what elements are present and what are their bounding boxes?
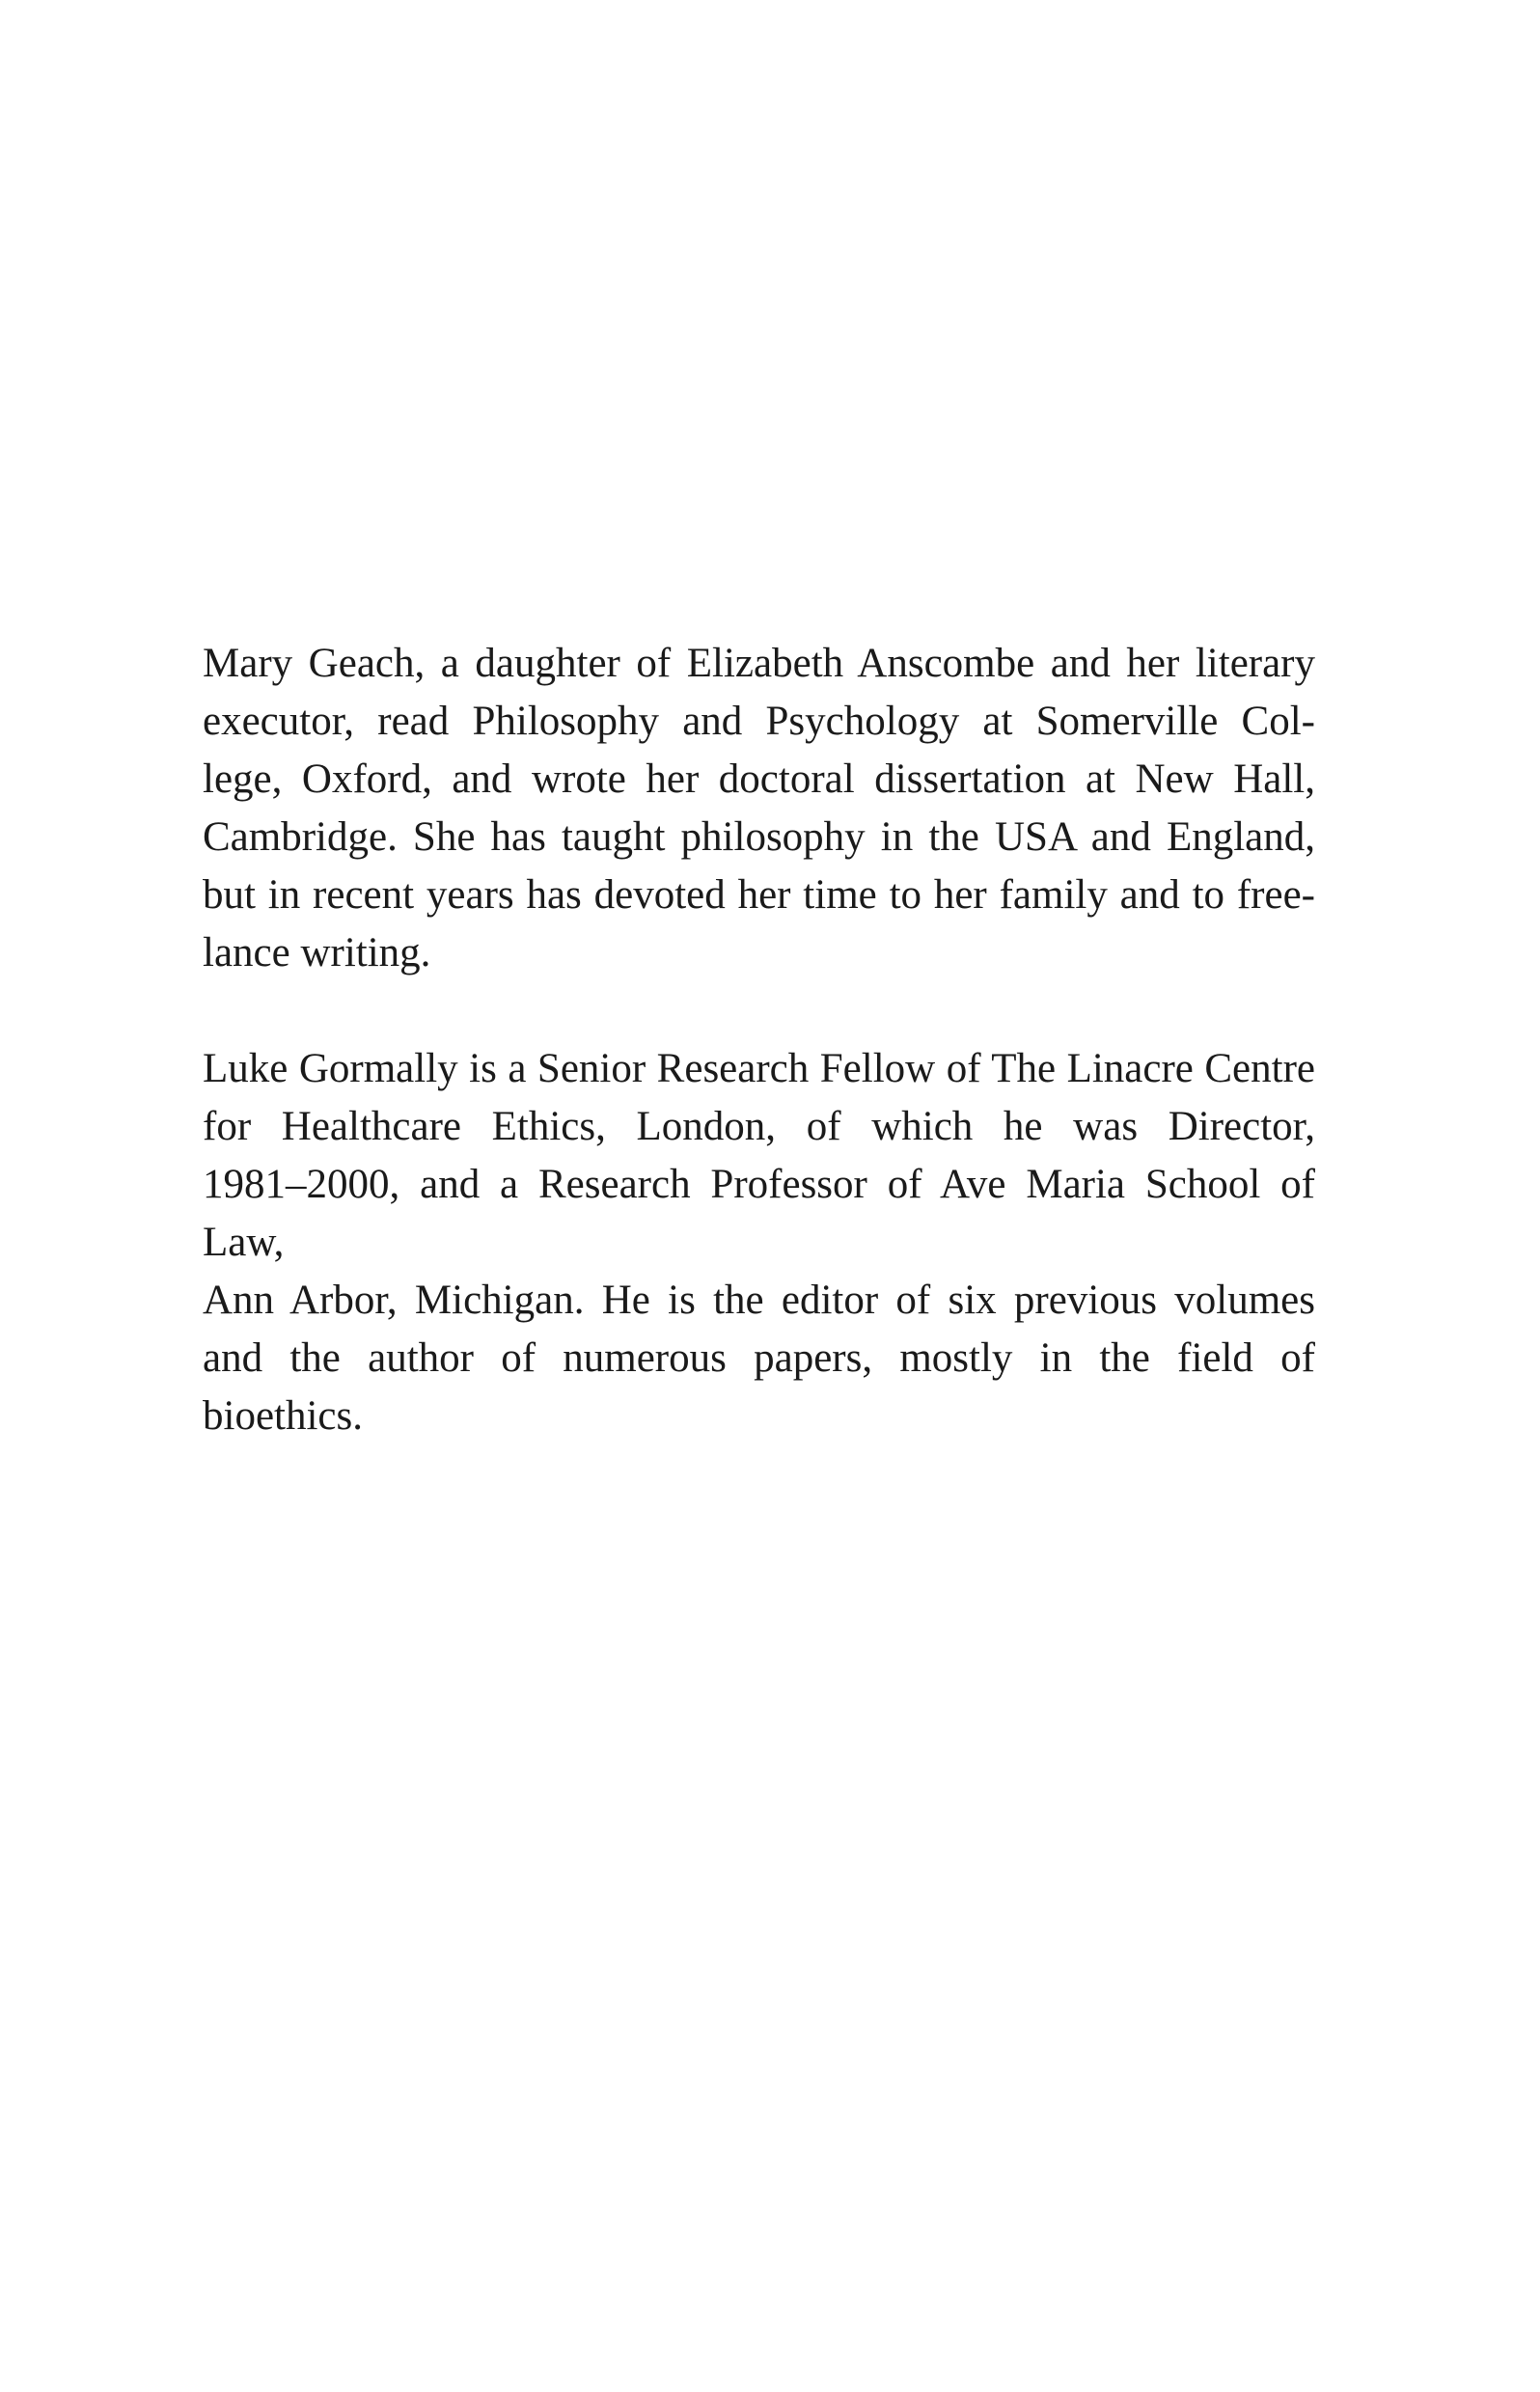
- bio-line: Luke Gormally is a Senior Research Fellow of The Linacre Centre: [203, 1046, 1315, 1091]
- author-bios: [203, 635, 1315, 1445]
- bio-line: for Healthcare Ethics, London, of which he was Director,: [203, 1104, 1315, 1149]
- bio-luke-gormally: [203, 1040, 1315, 1445]
- bio-line: Cambridge. She has taught philosophy in the USA and England,: [203, 814, 1315, 860]
- bio-line: executor, read Philosophy and Psychology at Somerville Col-: [203, 699, 1315, 744]
- bio-line: bioethics.: [203, 1393, 363, 1439]
- bio-line: and the author of numerous papers, mostly in the field of: [203, 1335, 1315, 1381]
- bio-line: Mary Geach, a daughter of Elizabeth Anscombe and her literary: [203, 641, 1315, 686]
- bio-line: lance writing.: [203, 930, 431, 976]
- bio-line: but in recent years has devoted her time to her family and to free-: [203, 872, 1315, 918]
- bio-line: 1981–2000, and a Research Professor of Ave Maria School of Law,: [203, 1162, 1315, 1265]
- bio-line: lege, Oxford, and wrote her doctoral dissertation at New Hall,: [203, 756, 1315, 802]
- bio-mary-geach: [203, 635, 1315, 982]
- bio-line: Ann Arbor, Michigan. He is the editor of six previous volumes: [203, 1278, 1315, 1323]
